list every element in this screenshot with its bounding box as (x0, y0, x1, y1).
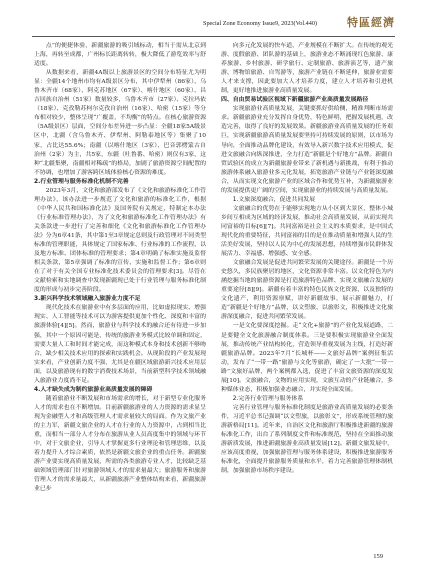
paragraph: 实现旅游业高质量发展，关键要抓好供给侧，精准判断市场需求。新疆旅游业充分发挥自身优势，特色鲜明，把握发展机遇，改造完善，取得了良好的发展效果。新疆旅游业高质量发展的任务艰巨，实现新疆旅游高质量发展要坚持可持续发展的原则，以市场为导向，全面推动品牌化建设，有效导入新兴数字技术应用模式，促进文旅融合向纵深推进，全力打造“新疆是个好地方”品牌。新疆自贸试验区的成立为新疆旅游业带来了新机遇与新挑战，有利于推动旅游体系融入旅游业多元化发展，拓宽旅游产业链与产业链深度融合，从而实现文化旅游产业的区域合作和优势互补，为新疆旅游业的发展提供更广阔的空间，实现旅游业的持续发展与高质量发展。 (221, 106, 393, 194)
section-heading: 四、自由贸易试验区视域下新疆旅游产业高质量发展路径 (221, 97, 369, 104)
paragraph: 现代化技术在旅游业中有多层面的应用，比如虚拟现实、增强现实、人工智能等技术可以为游客提供更加个性化、深度和丰富的旅游体验[4][5]。然而，旅游业与科学技术的融合还有待进一步加强，其中一个原因可能是，传统的旅游业务模式比较单调和固定，需要大量人工和时间才能完成，而这种模式本身和技术创新不够吻合，缺少相关技术应用的探索和实践机会。从现阶段的产业发展现实来看，产业创新力度不强，尤其是在疆区域旅游新兴技术应用层面，以及旅游现有的数字消费技术场景，当前新型科学技术领域融入旅游业力度尚不足。 (34, 305, 206, 384)
header-rule (32, 36, 395, 37)
paragraph: 完善行业管理与服务标准化制度是旅游业高质量发展的必要条件，习近平总书记强调“以文塑旅，以旅彰文”，形成系统管理的旅游新格局[11]。近年来，自治区文化和旅游厅积极推进新疆的旅游标准化工作，出台了系列制度文件和标准规范，坚持在全面推动旅游新质发展，推进新疆旅游业高质量发展[12]。新疆文旅发展中，应该高度重视，加强旅游管理与服务体系建设，积极推进旅游服务标准化，全面提升旅游服务质量和水平，着力完善旅游管理体制机制，加强旅游市场秩序建设。 (221, 404, 393, 475)
paragraph: 点”的便捷体验，新疆旅游的吸引域标动，相当于需从北京到上海，再转至成都，广州标长距离转转，极大降低了游览效率与舒适度。 (34, 43, 206, 68)
left-column (34, 42, 206, 494)
section-heading: 4.人才缺失成为制约旅游业高质量发展的障碍 (34, 386, 153, 393)
paragraph: 一是文化要深度挖掘。走“文化+旅游”的产业化发展道路，二是要健全文化旅游融合制度体系。三是要积极实现旅游业全面发展，推动传统产业结构转化，营造领导重视发展为主线，打造好新疆旅游品牌。2023年7月“长城杯——文旅好品牌”案例征集活动，发布了“一带一路”旅游与文化等旅游，确定了一大批“一带一路”文旅好品牌，两个案例都入选，促进了丰富文旅资源的深度发展[10]。文旅融合，文物的应用实现，文旅互动的产业链融合，多种媒体业态，积极加强业态融合，并实现全面发展。 (221, 323, 393, 393)
paragraph: 随着旅游业不断发展和市场需求的增长，对于新型专业化服务人才的需求也在不断增加。目前新疆旅游业的人力资源的需求显呈现为金融型人才和高级管理人才需求量较大的局面。作为文旅产业的主力军，新疆文旅企业的人才在行业的人力资源中，占到相当比重，而相当一部分人才分布在旅游从业人员高度集中的领域与环节中，对于文旅企业，引导人才掌握更多行业理论和管理思维，以及着力提升人才综合素质，依然是新疆文旅企业的重点任务。新疆旅游产业要实现高质量发展，所需的各类旅游专业人才，比较缺乏基础领域管理部门针对旅游领域人才的需求量最大；旅游服务和旅游管理人才的需求量最大，从新疆旅游产业整体结构来看，新疆旅游业已步 (34, 395, 206, 493)
section-heading: 1.文旅深度融合，促进共同发展 (232, 196, 315, 203)
paragraph: 2023年3月，文化和旅游部发布了《文化和旅游标准化工作管理办法》，该办法进一步规范了文化和旅游的标准化工作，根据《中华人民共和国标准化法》及国务院有关规定，特制定本办法《行业标准管理办法》，为了文化和旅游标准化工作管理办法》有关条款进一步进行了完善和细化《文化和旅游标准化工作管理办法》分为6章41条，其中第1至3章规定总则及行政管理对不同类型标准的管理职能，具体规定了国家标准、行业标准的工作流程、以及地方标准、团体标准的管理要求；第4章明确了标准实施及监督相关条款，第5章强调了标准的宣传、实施和监督工作；第6章则在了对于有关全国专业标准化技术委员会的管理要求[3]。尽管在文献检索和实地调查中发现新疆现已处于行业管理与服务标准化制度的形成与初步完善阶段。 (34, 187, 206, 294)
journal-logo: 特區經濟 (347, 16, 395, 29)
section-heading: 2.完善行业管理与服务体系 (232, 395, 304, 402)
paragraph: 从数据来看，新疆4A级以上旅游景区的空间分布特征尤为明显：全疆14个地州市均有A级景区分布，其中伊犁州（86家）、乌鲁木齐市（68家）、阿克苏地区（67家）、喀什地区（60家）、昌吉回族自治州（51家）数量较多，乌鲁木齐市（27家）、克拉玛依（18家）、克孜勒苏柯尔克孜自治州（16家）、哈密（15家）等分布相对较少，整体呈现“广覆盖，不均衡”的特点。在核心旅游资源（5A级景区）层面，空间分布差异进一步凸显：全疆18家5A级景区中，北疆（含乌鲁木齐、伊犁州、阿勒泰地区等）集聚了10家，占比达55.6%；南疆（以喀什地区（3家）、巴音郭楞蒙古自治州（2家）为主，共5家，东疆（吐鲁番、哈密）则仅有3家，这种“北疆集聚，南疆相对稀疏”的格局，加剧了旅游资源空间配置的不协调，也增加了游客跨区域体验核心资源的难度。 (34, 70, 206, 176)
section-heading: 2.行业管理与服务标准化机制不完善 (34, 178, 129, 185)
page-header (32, 14, 395, 36)
paragraph: 文旅融合发展是促进共同繁荣发展的关键途径。新疆是一个历史悠久，多民族聚居的地区，文化资源非常丰富。以文化特色为内涵挖掘当地的旅游资源是打造旅游特色品牌、实现文旅融合发展的重要途径[8][9]。新疆有着丰富的特色民族文化资源，以及独特的文化遗产，利用资源禀赋，讲好新疆故事，展示新疆魅力，打造“新疆是个好地方”品牌，以文塑旅、以旅彰文，积极推进文化旅游深度融合，促进共同繁荣发展。 (221, 260, 393, 321)
paragraph: 向多元化发展的快车道，产业规模在不断扩大。在传统的观光游、度假旅游、团队游的基础上，旅游业态不断涌现红色旅游、康养旅游、乡村旅游、研学旅行、定制旅游、旅游演艺等，遗产旅游、博物馆旅游、自驾游等，旅游产业链在不断延伸，旅游业需要人才来支撑，因此要加大人才培养力度，建立人才培养和引进机制，更好地推进旅游业高质量发展。 (221, 43, 393, 95)
section-heading: 3.新兴科学技术领域融入旅游业力度不足 (34, 296, 141, 303)
page-number: 159 (373, 553, 383, 560)
paragraph: 文旅融合的优势在于能够实现地方从小区到大景区，整体小城乡间互相成为区域的经济发展，推动社会高质量发展，从而实现共同富裕的目标[6][7]。共同富裕是社会主义的本质要求，是中国式现代化的重要特征，共同富裕的目的是在推动质量和增强人民的生活美好发展，坚持以人民为中心的发展思想，持续增强市民群体发展活力、幸福感、增强感、安全感。 (221, 205, 393, 258)
journal-citation: Special Zone Economy Issue9, 2023(Vol.440) (203, 20, 317, 27)
right-column (221, 42, 393, 476)
